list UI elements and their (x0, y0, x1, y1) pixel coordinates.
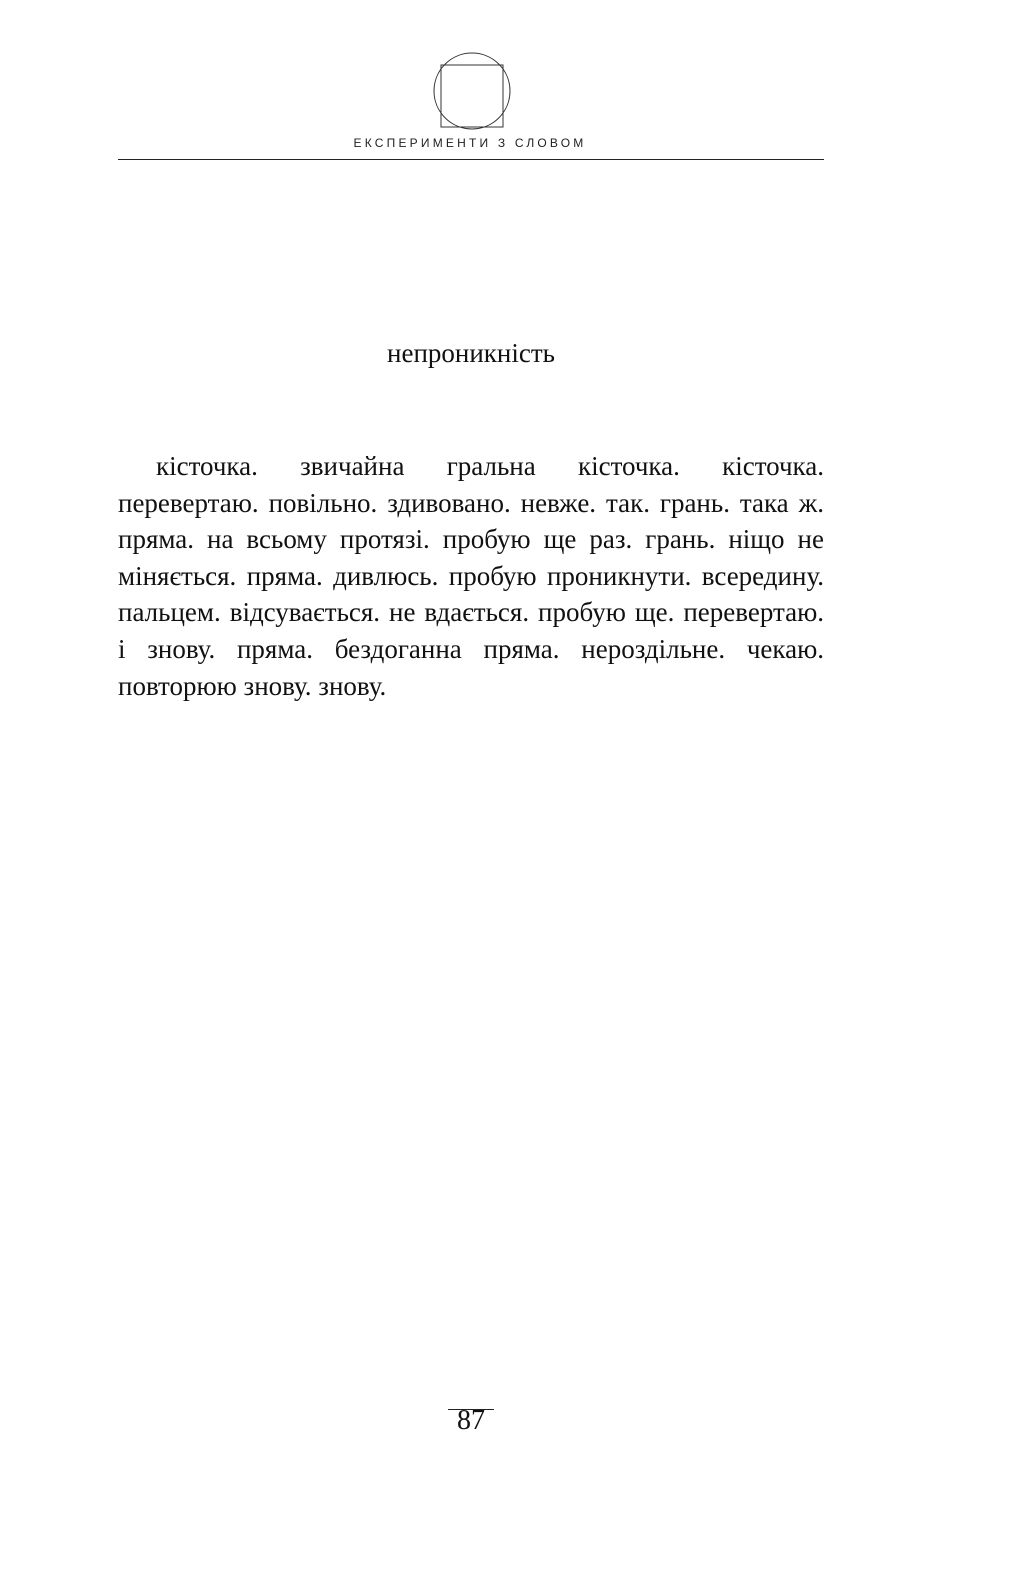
poem-title: непроникність (387, 338, 555, 368)
running-header-title: ЕКСПЕРИМЕНТИ З СЛОВОМ (353, 136, 587, 150)
header-divider (118, 159, 824, 160)
page-number: 87 (457, 1405, 485, 1436)
poem-body: кісточка. звичайна гральна кісточка. кісточка. перевертаю. повільно. здивовано. невже. так. грань. така ж. пряма. на всьому протязі. пробую ще раз. грань. ніщо не міняється. пряма. дивлюсь. пробую проникнути. всередину. пальцем. відсувається. не вдається. пробую ще. перевертаю. і знову. пряма. бездоганна пряма. нероздільне. чекаю. повторюю знову. знову. (118, 451, 824, 701)
circle-square-emblem-icon (432, 51, 512, 131)
